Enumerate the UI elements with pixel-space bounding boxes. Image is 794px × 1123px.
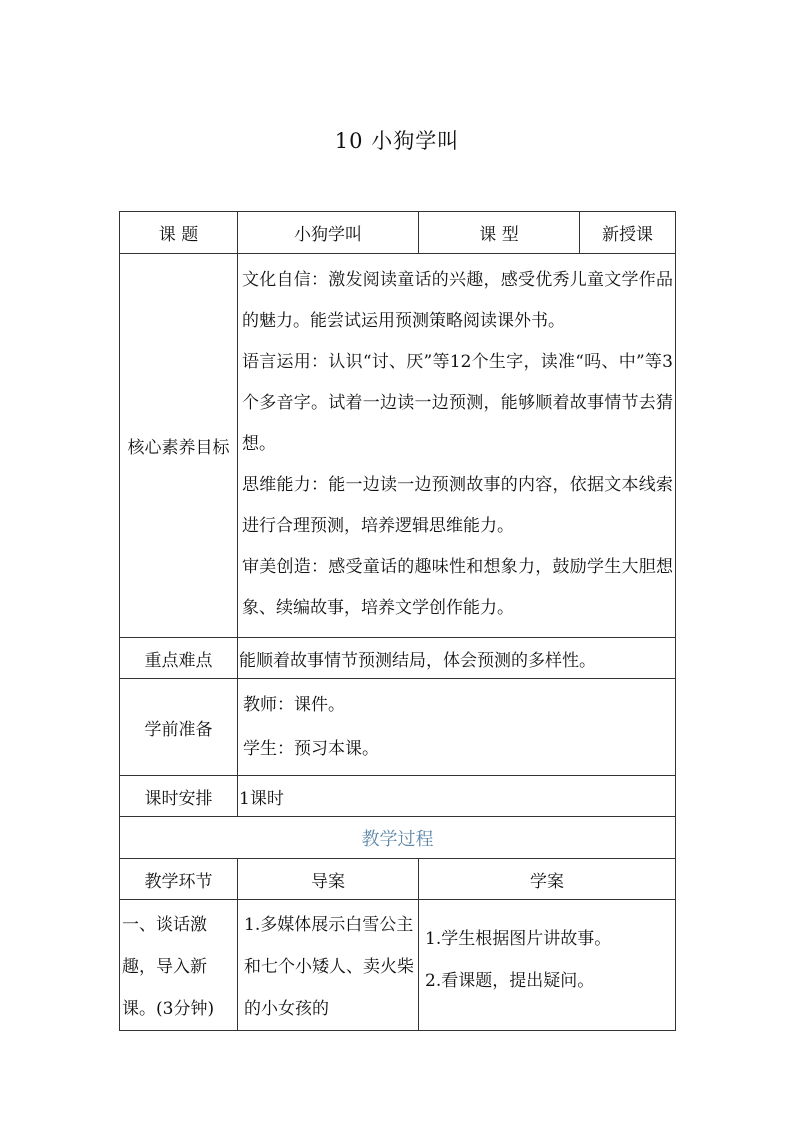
- process-stage: 一、谈话激趣，导入新课。(3分钟): [120, 900, 238, 1031]
- preparation-content: [238, 679, 676, 776]
- type-value: 新授课: [580, 212, 676, 254]
- goals-label: 核心素养目标: [120, 254, 238, 638]
- course-value: 小狗学叫: [238, 212, 419, 254]
- learn-item: 2.看课题，提出疑问。: [425, 971, 595, 991]
- goal-aesthetics: 审美创造：感受童话的趣味性和想象力，鼓励学生大胆想象、续编故事，培养文学创作能力。: [242, 557, 673, 618]
- col-guide: 导案: [238, 859, 419, 900]
- schedule-value: 1课时: [238, 776, 676, 817]
- learn-item: 1.学生根据图片讲故事。: [425, 929, 612, 949]
- col-stage: 教学环节: [120, 859, 238, 900]
- goal-thinking: 思维能力：能一边读一边预测故事的内容，依据文本线索进行合理预测，培养逻辑思维能力。: [242, 475, 673, 536]
- goal-language: 语言运用：认识“讨、厌”等12个生字，读准“吗、中”等3个多音字。试着一边读一边预测，能够顺着故事情节去猜想。: [242, 352, 673, 454]
- header-row: [120, 212, 676, 254]
- preparation-student: 学生：预习本课。: [243, 739, 379, 759]
- key-points-label: 重点难点: [120, 638, 238, 679]
- preparation-label: 学前准备: [120, 679, 238, 776]
- schedule-label: 课时安排: [120, 776, 238, 817]
- process-row: [120, 900, 676, 1031]
- goal-culture: 文化自信：激发阅读童话的兴趣，感受优秀儿童文学作品的魅力。能尝试运用预测策略阅读课外书。: [242, 270, 673, 331]
- process-heading-row: [120, 817, 676, 859]
- col-learn: 学案: [419, 859, 676, 900]
- schedule-row: [120, 776, 676, 817]
- key-points-row: [120, 638, 676, 679]
- goals-content: [238, 254, 676, 638]
- type-label: 课 型: [419, 212, 580, 254]
- preparation-teacher: 教师：课件。: [243, 695, 345, 715]
- process-learn: [419, 900, 676, 1031]
- course-label: 课 题: [120, 212, 238, 254]
- process-columns-row: [120, 859, 676, 900]
- key-points-value: 能顺着故事情节预测结局，体会预测的多样性。: [238, 638, 676, 679]
- goals-row: [120, 254, 676, 638]
- process-guide: 1.多媒体展示白雪公主和七个小矮人、卖火柴的小女孩的: [238, 900, 419, 1031]
- process-heading: 教学过程: [120, 817, 676, 859]
- lesson-plan-table: [119, 211, 676, 1031]
- page-title: 10 小狗学叫: [334, 129, 460, 153]
- preparation-row: [120, 679, 676, 776]
